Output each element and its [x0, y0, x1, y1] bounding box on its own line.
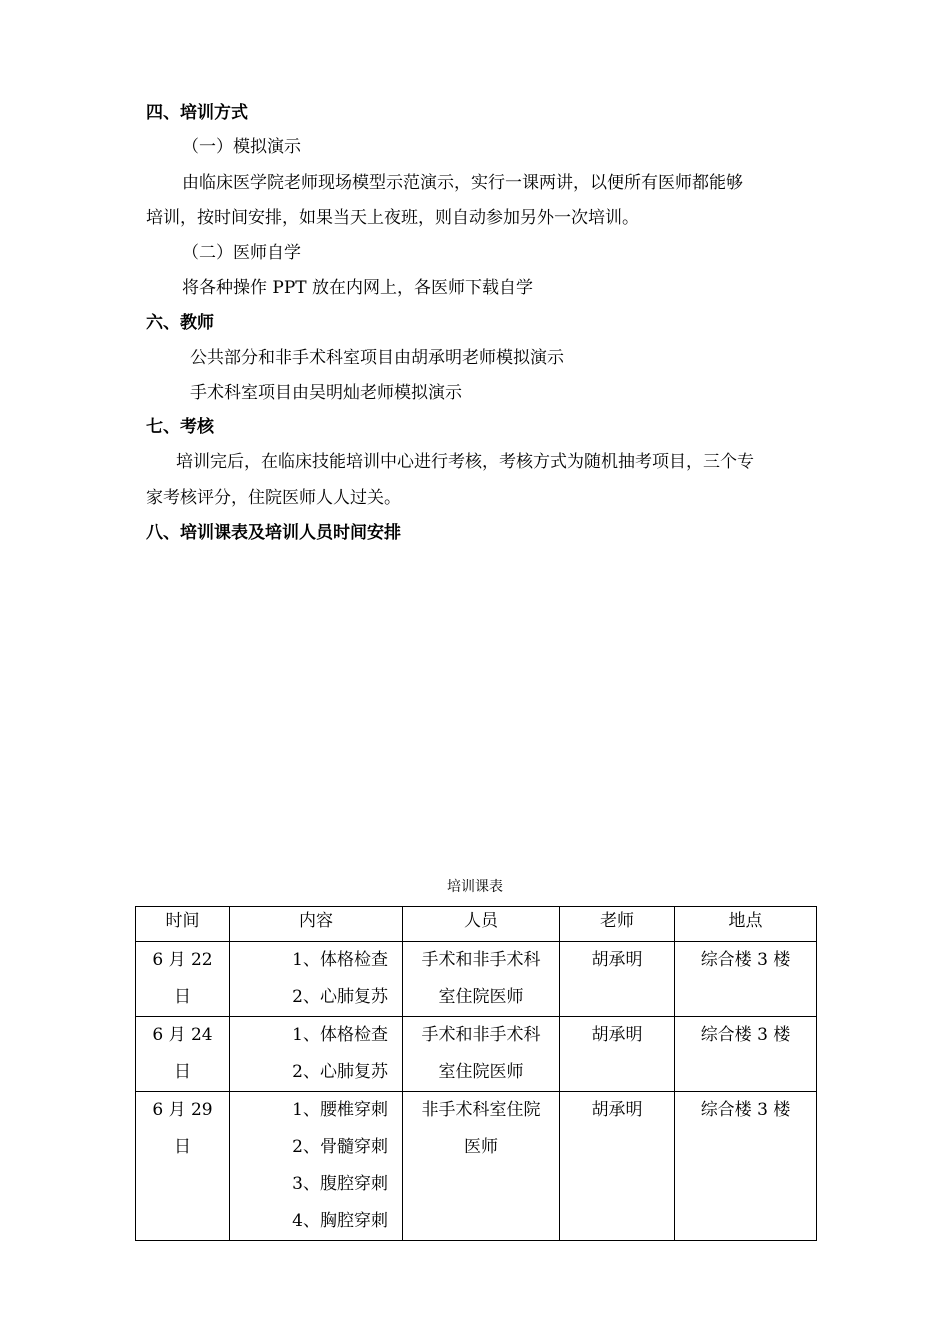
section-4-title: 四、培训方式: [146, 103, 248, 123]
cell-teacher: 胡承明: [560, 942, 675, 1017]
section-4-para-1-line-2: 培训，按时间安排，如果当天上夜班，则自动参加另外一次培训。: [146, 208, 639, 228]
table-row: [136, 1092, 817, 1241]
table-caption: 培训课表: [447, 879, 503, 895]
cell-content: 1、体格检查 2、心肺复苏: [230, 942, 403, 1017]
header-content: 内容: [230, 907, 403, 942]
cell-teacher: 胡承明: [560, 1092, 675, 1241]
cell-content: 1、体格检查 2、心肺复苏: [230, 1017, 403, 1092]
section-6-line-1: 公共部分和非手术科室项目由胡承明老师模拟演示: [190, 348, 564, 368]
section-4-para-2: 将各种操作 PPT 放在内网上，各医师下载自学: [182, 278, 534, 298]
cell-time: 6 月 22 日: [136, 942, 230, 1017]
header-time: 时间: [136, 907, 230, 942]
section-8-title: 八、培训课表及培训人员时间安排: [146, 523, 401, 543]
table-row: [136, 1017, 817, 1092]
cell-people: 手术和非手术科 室住院医师: [403, 942, 560, 1017]
cell-place: 综合楼 3 楼: [675, 1017, 817, 1092]
training-schedule-table: [135, 906, 817, 1241]
section-6-line-2: 手术科室项目由吴明灿老师模拟演示: [190, 383, 462, 403]
cell-place: 综合楼 3 楼: [675, 942, 817, 1017]
cell-time: 6 月 24 日: [136, 1017, 230, 1092]
section-4-sub-2: （二）医师自学: [182, 243, 301, 263]
header-people: 人员: [403, 907, 560, 942]
table-row: [136, 942, 817, 1017]
section-4-para-1-line-1: 由临床医学院老师现场模型示范演示，实行一课两讲，以便所有医师都能够: [182, 173, 743, 193]
cell-time: 6 月 29 日: [136, 1092, 230, 1241]
table-header-row: [136, 907, 817, 942]
cell-teacher: 胡承明: [560, 1017, 675, 1092]
section-4-sub-1: （一）模拟演示: [182, 137, 301, 157]
section-6-title: 六、教师: [146, 313, 214, 333]
cell-place: 综合楼 3 楼: [675, 1092, 817, 1241]
header-teacher: 老师: [560, 907, 675, 942]
cell-content: 1、腰椎穿刺 2、骨髓穿刺 3、腹腔穿刺 4、胸腔穿刺: [230, 1092, 403, 1241]
cell-people: 手术和非手术科 室住院医师: [403, 1017, 560, 1092]
section-7-title: 七、考核: [146, 417, 214, 437]
section-7-para-line-2: 家考核评分，住院医师人人过关。: [146, 488, 401, 508]
section-7-para-line-1: 培训完后，在临床技能培训中心进行考核，考核方式为随机抽考项目，三个专: [176, 452, 754, 472]
header-place: 地点: [675, 907, 817, 942]
cell-people: 非手术科室住院 医师: [403, 1092, 560, 1241]
